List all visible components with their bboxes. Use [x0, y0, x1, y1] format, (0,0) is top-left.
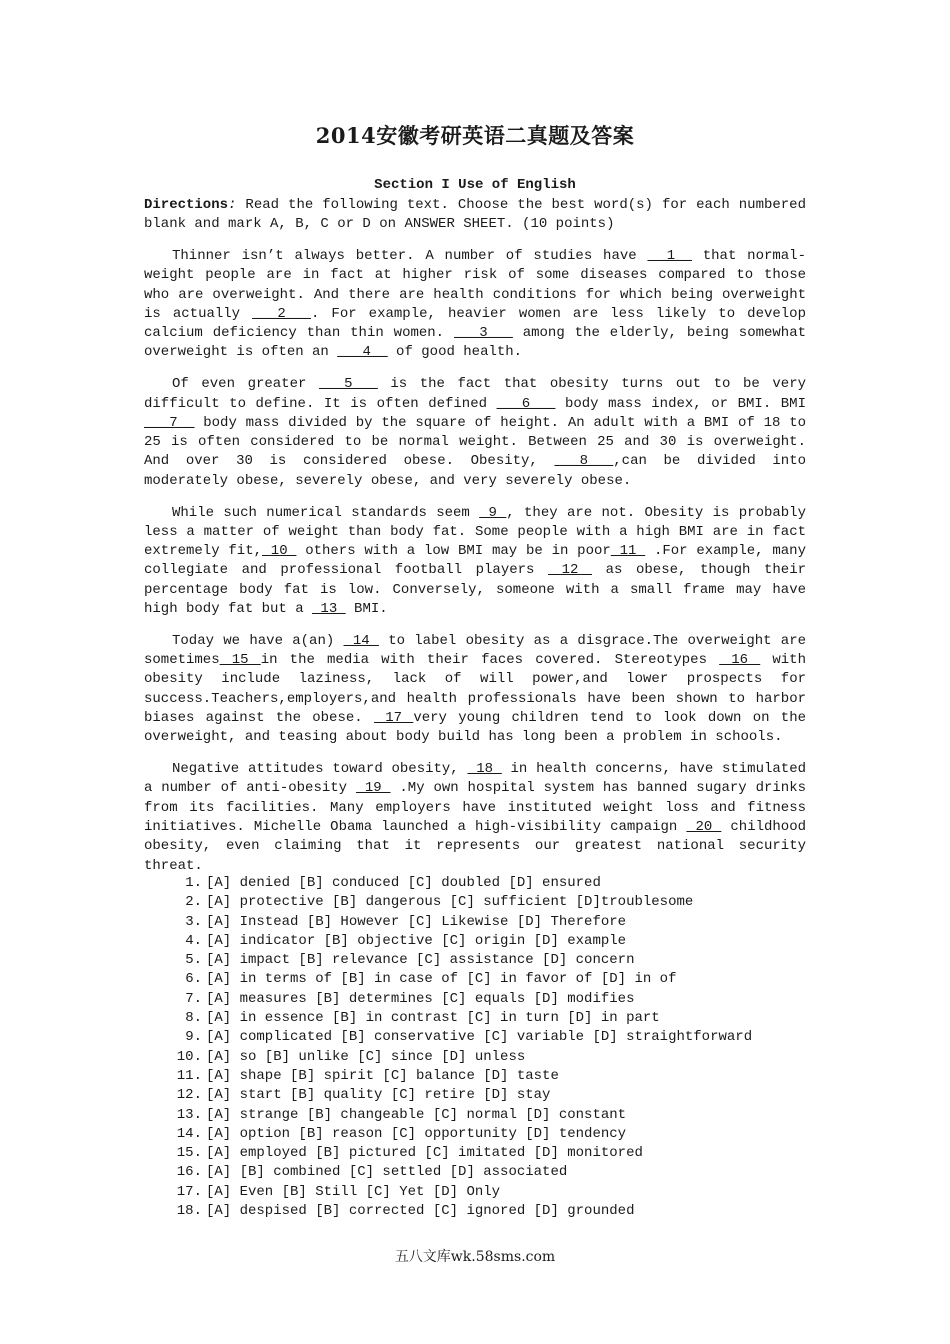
option-number: 2.	[185, 894, 202, 911]
option-number: 12.	[176, 1087, 202, 1104]
option-choices: [A] employed [B] pictured [C] imitated [D] monitored	[206, 1145, 643, 1162]
directions-text: Read the following text. Choose the best word(s) for each numbered blank and mark A, B, C or D on ANSWER SHEET. (10 points)	[144, 197, 806, 233]
paragraph-text: .My own hospital system has banned sugary drinks from its facilities. Many employers have instituted weight loss and fitness initiatives. Michelle Obama launched a high-visibility campaign	[144, 780, 806, 836]
option-number: 8.	[185, 1010, 202, 1027]
section-heading: Section I Use of English	[374, 177, 576, 193]
option-choices: [A] despised [B] corrected [C] ignored [D] grounded	[206, 1203, 635, 1220]
option-number: 3.	[185, 913, 202, 930]
paragraph	[144, 632, 806, 748]
option-number: 11.	[176, 1067, 202, 1084]
option-row	[144, 874, 806, 893]
option-number: 1.	[185, 875, 202, 891]
paragraph-text: to label obesity as a disgrace.The overweight are sometimes	[144, 632, 807, 669]
blank-number: _1__	[647, 248, 692, 264]
paragraph-text: While such numerical standards seem	[172, 504, 480, 521]
blank-number: ___5___	[318, 376, 378, 393]
option-choices: [A] protective [B] dangerous [C] sufficient [D]troublesome	[206, 894, 694, 911]
blank-number: ___2___	[252, 305, 311, 322]
paragraph	[144, 760, 806, 876]
option-number: 9.	[185, 1029, 202, 1046]
option-row	[144, 1086, 806, 1105]
blank-number: 10	[262, 543, 297, 560]
paragraph-text: BMI.	[345, 601, 388, 618]
paragraph-text: in the media with their faces covered. Stereotypes	[260, 652, 720, 669]
option-choices: [A] indicator [B] objective [C] origin [D] example	[206, 932, 627, 949]
paragraph-text: body mass divided by the square of height. An adult with a BMI of 18 to 25 is often considered to be normal weight. Between 25 and 30 is overweight. And over 30 is considered obese. Obesity,	[144, 414, 806, 470]
paragraph-text: Today we have a(an)	[172, 632, 344, 649]
option-row	[144, 932, 806, 951]
paragraph-text: in health concerns, have stimulated a number of anti-obesity	[144, 761, 806, 797]
option-row	[144, 990, 806, 1009]
option-number: 15.	[176, 1145, 202, 1162]
option-number: 14.	[176, 1125, 202, 1142]
option-choices: [A] in essence [B] in contrast [C] in turn [D] in part	[206, 1010, 660, 1027]
option-choices: [A] denied [B] conduced [C] doubled [D] ensured	[206, 875, 601, 891]
paragraph-text: childhood obesity, even claiming that it represents our greatest national security threat.	[144, 819, 807, 874]
blank-number: ___7__	[144, 414, 195, 431]
option-choices: [A] [B] combined [C] settled [D] associated	[206, 1164, 568, 1181]
paragraph-text: among the elderly, being somewhat overweight is often an	[144, 325, 806, 361]
option-row	[144, 1183, 806, 1202]
paragraph	[144, 247, 806, 363]
options-list	[144, 874, 806, 1221]
option-choices: [A] option [B] reason [C] opportunity [D] tendency	[206, 1125, 627, 1142]
directions-label: Directions	[144, 197, 229, 213]
option-number: 16.	[176, 1164, 202, 1181]
option-choices: [A] impact [B] relevance [C] assistance [D] concern	[206, 952, 635, 969]
option-row	[144, 1048, 806, 1067]
blank-number: 17	[373, 710, 414, 727]
option-number: 10.	[176, 1048, 202, 1065]
directions-colon: :	[228, 197, 237, 213]
paragraph-text: .For example, many collegiate and professional football players	[144, 543, 806, 579]
option-choices: [A] Instead [B] However [C] Likewise [D] Therefore	[206, 913, 627, 930]
option-choices: [A] so [B] unlike [C] since [D] unless	[206, 1048, 526, 1065]
option-row	[144, 1067, 806, 1086]
blank-number: ___3___	[454, 325, 513, 342]
blank-number: 14	[343, 632, 379, 649]
paragraph	[144, 375, 806, 491]
option-number: 7.	[185, 990, 202, 1007]
paragraph-text: , they are not. Obesity is probably less a matter of weight than body fat. Some people with a high BMI are in fact extremely fit,	[144, 504, 806, 560]
option-choices: [A] complicated [B] conservative [C] variable [D] straightforward	[206, 1029, 753, 1046]
option-choices: [A] Even [B] Still [C] Yet [D] Only	[206, 1183, 501, 1200]
paragraph-text: very young children tend to look down on the overweight, and teasing about body build has long been a problem in schools.	[144, 710, 807, 746]
paragraph	[144, 504, 806, 620]
option-row	[144, 970, 806, 989]
directions	[144, 196, 806, 235]
paragraph-text: others with a low BMI may be in poor	[296, 543, 611, 560]
option-number: 6.	[185, 971, 202, 988]
option-choices: [A] strange [B] changeable [C] normal [D] constant	[206, 1106, 627, 1123]
option-number: 5.	[185, 952, 202, 969]
blank-number: 20	[686, 819, 722, 836]
paragraph-text: of good health.	[387, 344, 523, 361]
option-number: 13.	[176, 1106, 202, 1123]
paragraph-text: as obese, though their percentage body fat is low. Conversely, someone with a small frame may have high body fat but a	[144, 562, 807, 618]
paragraph-text: body mass index, or BMI. BMI	[555, 395, 806, 412]
blank-number: 16	[719, 652, 761, 669]
paragraph-text: ,can be divided into moderately obese, severely obese, and very severely obese.	[144, 453, 806, 489]
blank-number: ___8___	[554, 453, 614, 470]
blank-number: 19	[355, 780, 391, 797]
paragraph-text: that normal-weight people are in fact at higher risk of some diseases compared to those who are overweight. And there are health conditions for which being overweight is actually	[144, 248, 806, 322]
option-row	[144, 1163, 806, 1182]
footer-watermark: 五八文库wk.58sms.com	[394, 1249, 556, 1265]
option-row	[144, 893, 806, 912]
paragraph-text: Thinner isn’t always better. A number of studies have	[172, 248, 648, 264]
blank-number: 9	[479, 504, 507, 521]
option-choices: [A] shape [B] spirit [C] balance [D] taste	[206, 1067, 559, 1084]
paragraph-text: Of even greater	[172, 376, 319, 393]
option-choices: [A] measures [B] determines [C] equals [D] modifies	[206, 990, 635, 1007]
blank-number: 13	[312, 601, 346, 618]
blank-number: 18	[467, 761, 502, 778]
blank-number: 15	[219, 652, 261, 669]
paragraph-text: with obesity include laziness, lack of will power,and lower prospects for success.Teachers,employers,and health professionals have been shown to harbor biases against the obese.	[144, 652, 806, 727]
option-row	[144, 1009, 806, 1028]
blank-number: ___6___	[496, 395, 556, 412]
option-row	[144, 1106, 806, 1125]
paragraph-text: Negative attitudes toward obesity,	[172, 761, 468, 778]
paragraph-text: . For example, heavier women are less likely to develop calcium deficiency than thin women.	[144, 305, 806, 342]
option-number: 17.	[176, 1183, 202, 1200]
option-number: 4.	[185, 932, 202, 949]
blank-number: 11	[610, 543, 646, 560]
passage	[144, 247, 806, 888]
option-row	[144, 1125, 806, 1144]
option-row	[144, 913, 806, 932]
option-row	[144, 1144, 806, 1163]
blank-number: 12	[548, 562, 593, 579]
option-number: 18.	[176, 1203, 202, 1220]
paragraph-text: is the fact that obesity turns out to be very difficult to define. It is often defined	[144, 376, 806, 412]
document-title: 2014安徽考研英语二真题及答案	[315, 123, 635, 148]
option-row	[144, 1028, 806, 1047]
option-row	[144, 951, 806, 970]
option-choices: [A] in terms of [B] in case of [C] in favor of [D] in of	[206, 971, 677, 988]
option-row	[144, 1202, 806, 1221]
option-choices: [A] start [B] quality [C] retire [D] stay	[206, 1087, 551, 1104]
blank-number: ___4__	[337, 344, 388, 361]
